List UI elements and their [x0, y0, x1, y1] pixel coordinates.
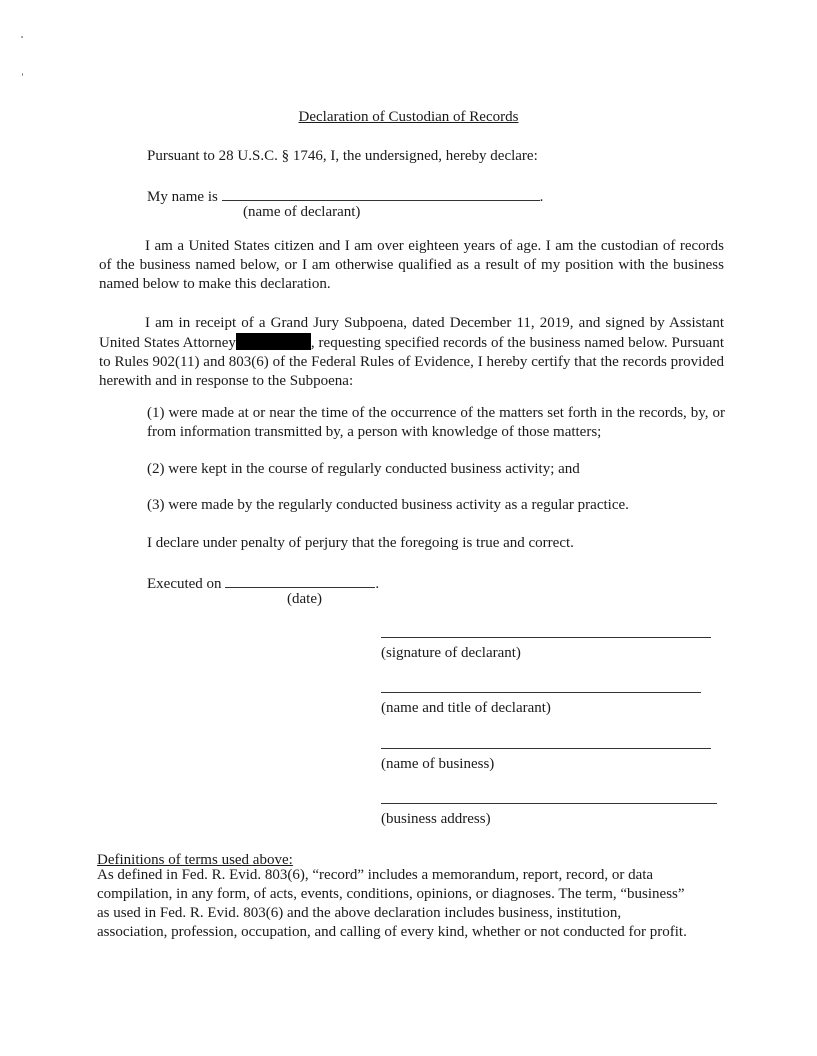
execution-date-field[interactable]: [225, 572, 375, 588]
business-name-line[interactable]: [381, 748, 711, 749]
date-caption: (date): [287, 591, 322, 607]
executed-row: [147, 572, 379, 594]
receipt-text-after: , requesting specified records of the business named below. Pursuant to Rules 902(11) and 803(6) of the Federal Rules of Evidence, I hereby certify that the records provided herewith and in response to the Subpoena:: [99, 335, 724, 389]
definitions-body: As defined in Fed. R. Evid. 803(6), “record” includes a memorandum, report, record, or data compilation, in any form, of acts, events, conditions, opinions, or diagnoses. The term, “business” as used in Fed. R. Evid. 803(6) and the above declaration includes business, institution, association, profession, occupation, and calling of every kind, whether or not conducted for profit.: [97, 867, 687, 940]
executed-suffix: .: [375, 576, 380, 592]
item-three: (3) were made by the regularly conducted business activity as a regular practice.: [147, 497, 629, 513]
redaction-block: [236, 333, 311, 350]
definitions-heading: Definitions of terms used above:: [97, 852, 293, 868]
document-title: Declaration of Custodian of Records: [298, 109, 519, 125]
name-caption: (name of declarant): [243, 204, 361, 220]
name-prefix: My name is: [147, 189, 218, 205]
scan-speck: [21, 36, 23, 38]
declarant-name-field[interactable]: [222, 185, 540, 201]
perjury-statement: I declare under penalty of perjury that the foregoing is true and correct.: [147, 535, 574, 551]
business-address-line[interactable]: [381, 803, 717, 804]
business-address-caption: (business address): [381, 811, 491, 827]
receipt-paragraph: [99, 314, 724, 391]
citizen-paragraph: I am a United States citizen and I am over eighteen years of age. I am the custodian of records of the business named below, or I am otherwise qualified as a result of my position with the business named below to make this declaration.: [99, 238, 724, 292]
scan-speck: [22, 73, 23, 76]
item-one: (1) were made at or near the time of the occurrence of the matters set forth in the records, by, or from information transmitted by, a person with knowledge of those matters;: [147, 405, 725, 440]
signature-line[interactable]: [381, 637, 711, 638]
executed-prefix: Executed on: [147, 576, 222, 592]
receipt-text-before: I am in receipt of a Grand Jury Subpoena, dated December 11, 2019, and signed by Assistant United States Attorney: [99, 315, 724, 351]
name-title-line[interactable]: [381, 692, 701, 693]
intro-statement: Pursuant to 28 U.S.C. § 1746, I, the undersigned, hereby declare:: [147, 148, 538, 164]
signature-caption: (signature of declarant): [381, 645, 521, 661]
business-name-caption: (name of business): [381, 756, 495, 772]
name-title-caption: (name and title of declarant): [381, 700, 551, 716]
item-two: (2) were kept in the course of regularly conducted business activity; and: [147, 461, 580, 477]
name-suffix: .: [539, 189, 544, 205]
